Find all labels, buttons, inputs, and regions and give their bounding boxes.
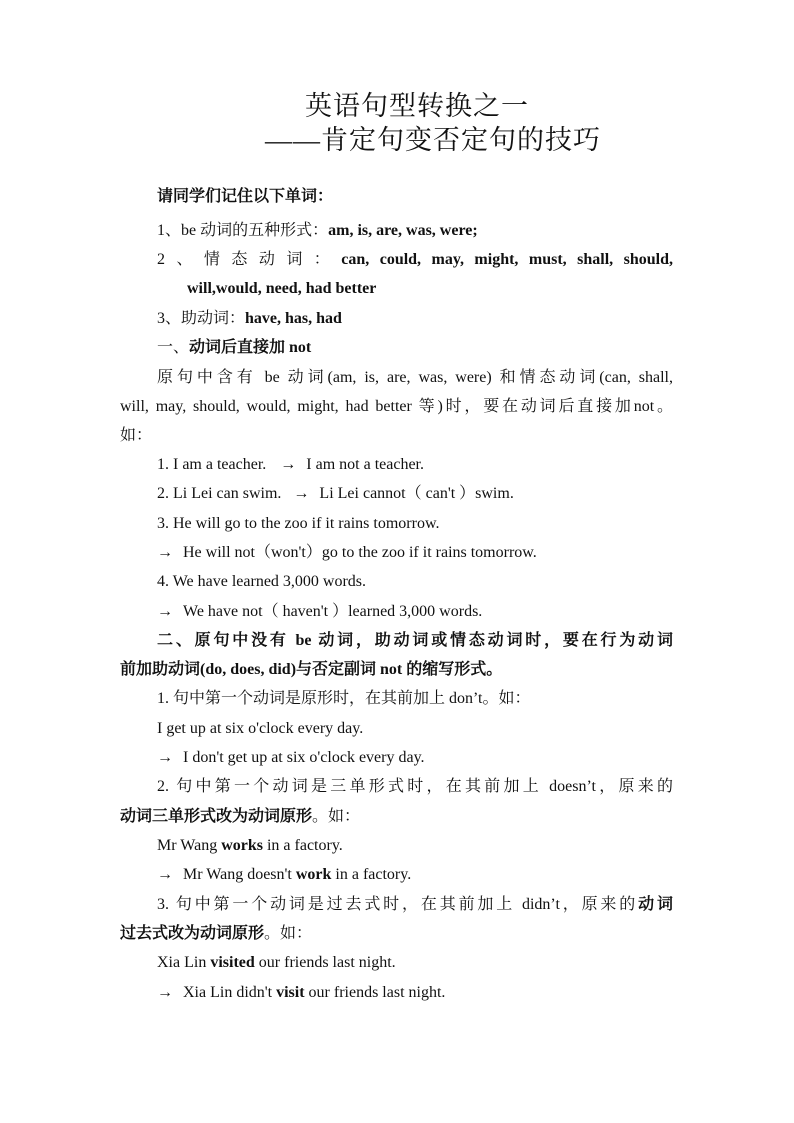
example-4-negative: We have not（ haven't ）learned 3,000 words. [183, 603, 483, 620]
modal-verbs-line [157, 249, 673, 271]
rule-3-example-rest: our friends last night. [254, 954, 396, 971]
rule-1-negative-line [157, 747, 425, 769]
rule-3-bold-text-2: 过去式改为动词原形 [120, 925, 265, 942]
rule-3-bold-text: 动词 [638, 896, 673, 913]
be-verbs-list: am, is, are, was, were; [328, 222, 478, 239]
section2-heading-line-2: 前加助动词(do, does, did)与否定副词 not 的缩写形式。 [120, 661, 503, 678]
arrow-icon: → [157, 603, 173, 620]
rule-2-negative-rest: in a factory. [331, 866, 412, 883]
example-2-negative: Li Lei cannot（ can't ）swim. [319, 485, 514, 502]
be-verbs-line [157, 220, 478, 242]
example-4-negative-line [157, 601, 482, 623]
example-1-negative: I am not a teacher. [306, 456, 424, 473]
arrow-icon: → [157, 984, 173, 1001]
example-3-negative: He will not（won't）go to the zoo if it rains tomorrow. [183, 544, 537, 561]
rule-2-line-1: 2. 句中第一个动词是三单形式时，在其前加上 doesn’t，原来的 [157, 778, 673, 795]
arrow-icon: → [280, 456, 297, 473]
aux-verbs-label: 3、助动词： [157, 310, 246, 327]
example-1 [157, 454, 424, 476]
section1-heading [157, 337, 311, 359]
rule-3-negative-rest: our friends last night. [304, 984, 446, 1001]
arrow-icon: → [157, 544, 173, 561]
section1-heading-number: 一、 [157, 339, 190, 356]
rule-2-example-verb: works [221, 837, 263, 854]
rule-1: 1. 句中第一个动词是原形时，在其前加上 don’t。如： [157, 690, 531, 707]
aux-verbs-line [157, 308, 342, 330]
example-2 [157, 483, 514, 505]
modal-verbs-list-a: can, could, may, might, must, shall, should, [341, 251, 673, 268]
rule-3-line-1 [157, 894, 673, 916]
rule-2-example-rest: in a factory. [262, 837, 343, 854]
rule-2-bold-text: 动词三单形式改为动词原形 [120, 808, 313, 825]
rule-2-negative-subject: Mr Wang doesn't [183, 866, 296, 883]
section1-para-line-1: 原句中含有 be 动词(am, is, are, was, were) 和情态动词(can, shall, [157, 369, 673, 386]
modal-verbs-list-b: will,would, need, had better [187, 280, 377, 297]
rule-3-text: 3. 句中第一个动词是过去式时，在其前加上 didn’t，原来的 [157, 896, 639, 913]
rule-2-example-subject: Mr Wang [157, 837, 222, 854]
example-1-text: 1. I am a teacher. [157, 456, 267, 473]
example-3: 3. He will go to the zoo if it rains tomorrow. [157, 515, 440, 532]
rule-3-example [157, 952, 396, 974]
title-line-1: 英语句型转换之一 [305, 91, 529, 121]
rule-2-negative-verb: work [295, 866, 332, 883]
intro-text: 请同学们记住以下单词： [157, 188, 334, 205]
rule-3-example-subject: Xia Lin [157, 954, 211, 971]
be-verbs-label: 1、be 动词的五种形式： [157, 222, 329, 239]
example-2-text: 2. Li Lei can swim. [157, 485, 282, 502]
title-line-2: ——肯定句变否定句的技巧 [265, 125, 601, 155]
rule-3-line-2 [120, 923, 312, 945]
rule-3-negative-subject: Xia Lin didn't [183, 984, 277, 1001]
section1-para-line-3: 如： [120, 427, 153, 444]
rule-3-negative-line [157, 982, 445, 1004]
rule-2-example [157, 835, 343, 857]
rule-3-negative-verb: visit [276, 984, 305, 1001]
arrow-icon: → [157, 866, 173, 883]
rule-3-example-verb: visited [210, 954, 255, 971]
arrow-icon: → [157, 749, 173, 766]
aux-verbs-list: have, has, had [245, 310, 342, 327]
rule-2-negative-line [157, 864, 411, 886]
rule-1-example: I get up at six o'clock every day. [157, 720, 364, 737]
rule-3-rest-text: 。如： [264, 925, 313, 942]
rule-1-negative: I don't get up at six o'clock every day. [183, 749, 425, 766]
section1-para-line-2: will, may, should, would, might, had better 等)时，要在动词后直接加not。 [120, 398, 673, 415]
rule-2-line-2 [120, 806, 360, 828]
rule-2-rest-text: 。如： [312, 808, 361, 825]
section1-heading-text: 动词后直接加 not [189, 339, 312, 356]
modal-verbs-label: 2、情态动词： [157, 251, 342, 268]
section2-heading-line-1: 二、原句中没有 be 动词，助动词或情态动词时，要在行为动词 [157, 632, 673, 649]
arrow-icon: → [293, 485, 310, 502]
example-3-negative-line [157, 542, 537, 564]
example-4: 4. We have learned 3,000 words. [157, 573, 367, 590]
